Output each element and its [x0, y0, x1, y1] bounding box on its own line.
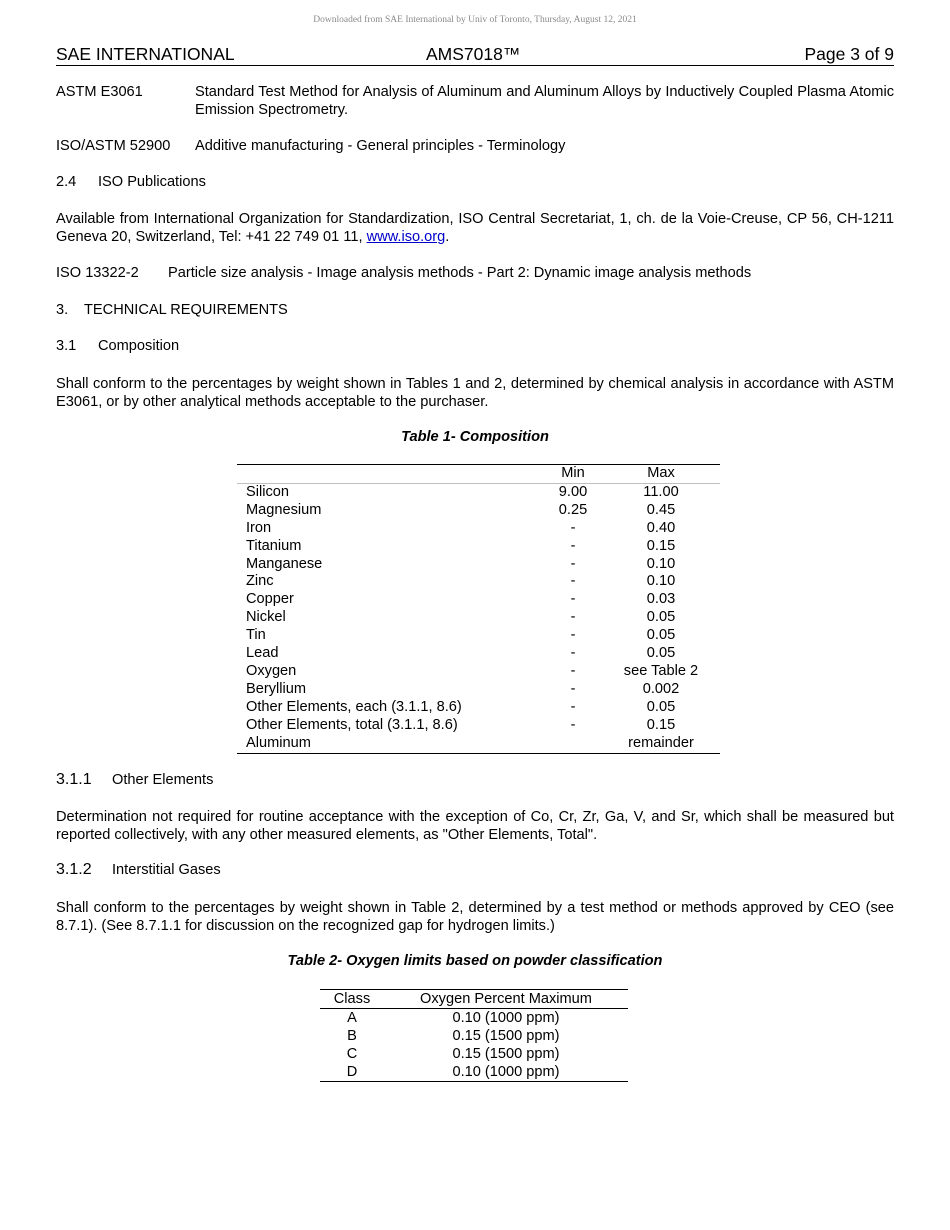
table-row [237, 573, 720, 591]
table-row [237, 609, 720, 627]
element-name-cell: Other Elements, each (3.1.1, 8.6) [246, 698, 462, 715]
max-value-cell: 0.15 [646, 716, 676, 733]
table-row [320, 1009, 628, 1028]
element-name-cell: Tin [246, 627, 266, 644]
section-title: TECHNICAL REQUIREMENTS [84, 302, 288, 318]
element-name-cell: Lead [246, 645, 279, 662]
min-value-cell: - [570, 716, 576, 733]
element-name-cell: Titanium [246, 537, 302, 554]
composition-table [237, 464, 720, 754]
class-cell: A [347, 1010, 357, 1026]
header-doc-id: AMS7018™ [426, 44, 521, 64]
header-page-number: Page 3 of 9 [804, 44, 894, 64]
section-title: Interstitial Gases [112, 862, 221, 878]
section-number: 2.4 [56, 174, 77, 190]
table-row [237, 538, 720, 556]
min-value-cell: - [570, 573, 576, 590]
min-value-cell: - [570, 555, 576, 572]
oxygen-limits-table [320, 989, 628, 1082]
iso-availability-tail: . [445, 229, 450, 245]
table-row [237, 699, 720, 717]
min-value-cell: 9.00 [558, 483, 588, 500]
table-row [237, 735, 720, 753]
max-value-cell: 0.05 [646, 645, 676, 662]
min-value-cell: - [570, 645, 576, 662]
element-name-cell: Iron [246, 519, 272, 536]
max-value-cell: remainder [628, 734, 694, 751]
other-elements-paragraph: Determination not required for routine acceptance with the exception of Co, Cr, Zr, Ga, V, and Sr, which shall be measured but reported collectively, with any other measured elements, as "Other Elements, Total". [56, 809, 894, 843]
download-note: Downloaded from SAE International by Univ of Toronto, Thursday, August 12, 2021 [313, 15, 637, 25]
section-title: Composition [98, 338, 180, 354]
table-1-caption: Table 1- Composition [401, 429, 549, 445]
table-row [237, 502, 720, 520]
interstitial-gases-paragraph: Shall conform to the percentages by weight shown in Table 2, determined by a test method or methods approved by CEO (see 8.7.1). (See 8.7.1.1 for discussion on the recognized gap for hydrogen limits.) [56, 900, 894, 934]
table-row [237, 645, 720, 663]
reference-code: ISO/ASTM 52900 [56, 138, 171, 154]
section-3-1-2-heading [56, 861, 221, 879]
section-title: Other Elements [112, 772, 214, 788]
table-row [237, 556, 720, 574]
table-row [237, 681, 720, 699]
element-name-cell: Copper [246, 591, 294, 608]
min-value-cell: - [570, 680, 576, 697]
oxygen-max-cell: 0.15 (1500 ppm) [452, 1046, 560, 1062]
max-value-cell: 0.10 [646, 573, 676, 590]
table-2-caption: Table 2- Oxygen limits based on powder classification [287, 953, 663, 969]
table-row [237, 591, 720, 609]
element-name-cell: Oxygen [246, 662, 297, 679]
element-name-cell: Manganese [246, 555, 323, 572]
section-3-1-heading [56, 338, 179, 354]
column-header-max: Max [602, 465, 720, 484]
min-value-cell: - [570, 591, 576, 608]
max-value-cell: 0.03 [646, 591, 676, 608]
max-value-cell: 0.40 [646, 519, 676, 536]
column-header-element [237, 465, 544, 484]
table-row [237, 627, 720, 645]
section-3-1-1-heading [56, 771, 213, 789]
column-header-min: Min [544, 465, 602, 484]
min-value-cell: - [570, 519, 576, 536]
section-number: 3.1 [56, 338, 77, 354]
reference-code: ISO 13322-2 [56, 265, 139, 281]
section-3-heading [56, 302, 288, 318]
oxygen-max-cell: 0.15 (1500 ppm) [452, 1028, 560, 1044]
class-cell: B [347, 1028, 357, 1044]
max-value-cell: 0.05 [646, 698, 676, 715]
column-header-class: Class [320, 990, 384, 1009]
min-value-cell: - [570, 698, 576, 715]
min-value-cell: - [570, 609, 576, 626]
class-cell: D [346, 1064, 358, 1080]
column-header-oxygen-max: Oxygen Percent Maximum [384, 990, 628, 1009]
element-name-cell: Other Elements, total (3.1.1, 8.6) [246, 716, 458, 733]
max-value-cell: 0.05 [646, 609, 676, 626]
header-org: SAE INTERNATIONAL [56, 44, 235, 64]
reference-code: ASTM E3061 [56, 84, 143, 100]
reference-text: Standard Test Method for Analysis of Aluminum and Aluminum Alloys by Inductively Coupled Plasma Atomic Emission Spectrometry. [195, 84, 894, 118]
table-row [237, 483, 720, 501]
section-number: 3.1.2 [56, 861, 92, 878]
max-value-cell: 0.002 [642, 680, 680, 697]
min-value-cell: - [570, 662, 576, 679]
section-2-4-heading [56, 174, 206, 190]
max-value-cell: see Table 2 [623, 662, 699, 679]
oxygen-max-cell: 0.10 (1000 ppm) [452, 1010, 560, 1026]
table-row [320, 1027, 628, 1045]
element-name-cell: Nickel [246, 609, 286, 626]
reference-text: Additive manufacturing - General principles - Terminology [195, 138, 566, 154]
min-value-cell: - [570, 627, 576, 644]
table-row [320, 1063, 628, 1082]
element-name-cell: Silicon [246, 483, 289, 500]
element-name-cell: Zinc [246, 573, 274, 590]
max-value-cell: 11.00 [643, 483, 679, 500]
element-name-cell: Aluminum [246, 734, 311, 751]
min-value-cell: - [570, 537, 576, 554]
max-value-cell: 0.45 [646, 501, 676, 518]
table-header-row [237, 465, 720, 484]
section-number: 3.1.1 [56, 771, 92, 788]
reference-text: Particle size analysis - Image analysis methods - Part 2: Dynamic image analysis methods [168, 265, 752, 281]
table-row [237, 663, 720, 681]
max-value-cell: 0.05 [646, 627, 676, 644]
element-name-cell: Beryllium [246, 680, 307, 697]
section-title: ISO Publications [98, 174, 206, 190]
composition-paragraph: Shall conform to the percentages by weight shown in Tables 1 and 2, determined by chemical analysis in accordance with ASTM E3061, or by other analytical methods acceptable to the purchaser. [56, 376, 894, 410]
table-row [237, 520, 720, 538]
table-header-row [320, 990, 628, 1009]
page-header [56, 43, 894, 66]
max-value-cell: 0.10 [646, 555, 676, 572]
section-number: 3. [56, 302, 69, 318]
max-value-cell: 0.15 [646, 537, 676, 554]
element-name-cell: Magnesium [246, 501, 322, 518]
table-row [237, 717, 720, 735]
table-row [320, 1045, 628, 1063]
min-value-cell [544, 735, 602, 753]
iso-availability-paragraph [56, 210, 894, 246]
class-cell: C [346, 1046, 358, 1062]
iso-availability-text: Available from International Organization for Standardization, ISO Central Secretariat, 1, ch. de la Voie-Creuse, CP 56, CH-1211 Geneva 20, Switzerland, Tel: +41 22 749 01 11, [56, 211, 894, 245]
min-value-cell: 0.25 [558, 501, 588, 518]
iso-website-link[interactable]: www.iso.org [366, 229, 446, 245]
oxygen-max-cell: 0.10 (1000 ppm) [452, 1064, 560, 1080]
